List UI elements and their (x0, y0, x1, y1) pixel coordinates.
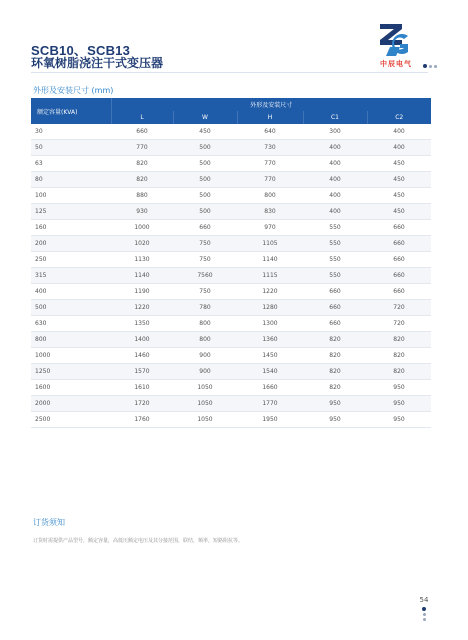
capacity-cell: 400 (31, 284, 111, 300)
dimension-cell: 7560 (173, 268, 237, 284)
dimension-cell: 550 (303, 236, 367, 252)
dimension-cell: 1540 (237, 364, 303, 380)
zc-logo-icon (378, 22, 412, 58)
dimension-cell: 500 (173, 172, 237, 188)
column-header-c2: C2 (367, 111, 431, 124)
dimension-cell: 880 (111, 188, 173, 204)
table-row (31, 348, 431, 364)
dimension-cell: 500 (173, 156, 237, 172)
order-notes-text: 订货时需提供产品型号，额定容量，高低压额定电压及其分接范围，联结，频率，短路阻抗等。 (33, 538, 244, 544)
capacity-cell: 800 (31, 332, 111, 348)
dimension-cell: 550 (303, 220, 367, 236)
column-header-c1: C1 (303, 111, 367, 124)
dimension-cell: 400 (367, 124, 431, 140)
dimension-cell: 970 (237, 220, 303, 236)
section-heading: 外形及安装尺寸 (mm) (33, 86, 114, 95)
dimension-cell: 1280 (237, 300, 303, 316)
table-row (31, 188, 431, 204)
dimension-cell: 1760 (111, 412, 173, 428)
dimension-cell: 730 (237, 140, 303, 156)
dimension-cell: 820 (303, 364, 367, 380)
dimension-cell: 820 (303, 332, 367, 348)
capacity-cell: 1600 (31, 380, 111, 396)
dimension-cell: 550 (303, 252, 367, 268)
dimension-cell: 1130 (111, 252, 173, 268)
capacity-cell: 50 (31, 140, 111, 156)
footer-decor-dots (422, 607, 426, 621)
table-row (31, 316, 431, 332)
capacity-cell: 250 (31, 252, 111, 268)
dimension-cell: 1460 (111, 348, 173, 364)
decor-dot (422, 607, 426, 611)
dimension-cell: 1000 (111, 220, 173, 236)
dimension-cell: 1140 (237, 252, 303, 268)
dimension-cell: 450 (367, 188, 431, 204)
dimension-cell: 800 (173, 332, 237, 348)
dimension-cell: 1300 (237, 316, 303, 332)
dimension-cell: 750 (173, 284, 237, 300)
dimension-cell: 820 (111, 172, 173, 188)
dimension-cell: 1400 (111, 332, 173, 348)
dimension-cell: 450 (367, 156, 431, 172)
capacity-cell: 2000 (31, 396, 111, 412)
dimension-cell: 660 (303, 300, 367, 316)
dimension-cell: 450 (367, 172, 431, 188)
capacity-cell: 500 (31, 300, 111, 316)
dimension-cell: 750 (173, 236, 237, 252)
header-dimensions-group: 外形及安装尺寸 (111, 98, 431, 111)
dimension-cell: 1570 (111, 364, 173, 380)
dimension-cell: 800 (237, 188, 303, 204)
dimensions-table (31, 98, 431, 428)
dimension-cell: 950 (367, 380, 431, 396)
capacity-cell: 160 (31, 220, 111, 236)
dimension-cell: 830 (237, 204, 303, 220)
dimension-cell: 1350 (111, 316, 173, 332)
dimension-cell: 400 (303, 188, 367, 204)
dimension-cell: 1950 (237, 412, 303, 428)
table-row (31, 332, 431, 348)
table-row (31, 252, 431, 268)
dimension-cell: 500 (173, 188, 237, 204)
dimension-cell: 550 (303, 268, 367, 284)
dimension-cell: 400 (303, 172, 367, 188)
header-decor-dots (423, 64, 437, 68)
dimension-cell: 1450 (237, 348, 303, 364)
dimension-cell: 900 (173, 348, 237, 364)
dimension-cell: 750 (173, 252, 237, 268)
dimension-cell: 1660 (237, 380, 303, 396)
decor-dot (423, 618, 426, 621)
dimension-cell: 660 (367, 268, 431, 284)
dimension-cell: 640 (237, 124, 303, 140)
dimension-cell: 1050 (173, 380, 237, 396)
dimension-cell: 400 (303, 140, 367, 156)
table-row (31, 300, 431, 316)
capacity-cell: 630 (31, 316, 111, 332)
page-title: SCB10、SCB13 (31, 43, 131, 58)
capacity-cell: 200 (31, 236, 111, 252)
dimension-cell: 950 (303, 396, 367, 412)
title-divider (31, 72, 428, 73)
dimension-cell: 720 (367, 316, 431, 332)
dimension-cell: 1220 (237, 284, 303, 300)
dimension-cell: 1220 (111, 300, 173, 316)
table-row (31, 156, 431, 172)
capacity-cell: 315 (31, 268, 111, 284)
dimension-cell: 660 (173, 220, 237, 236)
table-row (31, 220, 431, 236)
dimension-cell: 500 (173, 204, 237, 220)
table-row (31, 236, 431, 252)
column-header-l: L (111, 111, 173, 124)
dimension-cell: 660 (367, 252, 431, 268)
dimension-cell: 660 (111, 124, 173, 140)
capacity-cell: 1000 (31, 348, 111, 364)
dimension-cell: 400 (367, 140, 431, 156)
decor-dot (434, 65, 437, 68)
capacity-cell: 63 (31, 156, 111, 172)
dimension-cell: 820 (303, 348, 367, 364)
dimension-cell: 950 (367, 412, 431, 428)
dimension-cell: 800 (173, 316, 237, 332)
dimension-cell: 770 (111, 140, 173, 156)
table-row (31, 380, 431, 396)
dimension-cell: 660 (303, 284, 367, 300)
dimension-cell: 660 (367, 236, 431, 252)
table-row (31, 124, 431, 140)
column-header-w: W (173, 111, 237, 124)
dimension-cell: 780 (173, 300, 237, 316)
dimension-cell: 770 (237, 172, 303, 188)
table-row (31, 204, 431, 220)
capacity-cell: 2500 (31, 412, 111, 428)
dimension-cell: 1190 (111, 284, 173, 300)
table-row (31, 396, 431, 412)
dimension-cell: 660 (367, 284, 431, 300)
capacity-cell: 30 (31, 124, 111, 140)
table-row (31, 412, 431, 428)
table-row (31, 140, 431, 156)
dimension-cell: 1115 (237, 268, 303, 284)
dimension-cell: 820 (111, 156, 173, 172)
dimension-cell: 1050 (173, 396, 237, 412)
dimension-cell: 500 (173, 140, 237, 156)
dimension-cell: 1610 (111, 380, 173, 396)
dimension-cell: 950 (367, 396, 431, 412)
dimension-cell: 1140 (111, 268, 173, 284)
dimension-cell: 1105 (237, 236, 303, 252)
order-notes-heading: 订货须知 (33, 518, 65, 527)
dimension-cell: 720 (367, 300, 431, 316)
capacity-cell: 80 (31, 172, 111, 188)
dimension-cell: 450 (173, 124, 237, 140)
dimension-cell: 1050 (173, 412, 237, 428)
dimension-cell: 1020 (111, 236, 173, 252)
dimension-cell: 820 (367, 332, 431, 348)
table-row (31, 284, 431, 300)
page-number: 54 (419, 596, 429, 604)
dimension-cell: 1720 (111, 396, 173, 412)
header-rated-capacity: 额定容量(KVA) (31, 98, 111, 124)
dimension-cell: 660 (303, 316, 367, 332)
decor-dot (429, 65, 432, 68)
dimension-cell: 770 (237, 156, 303, 172)
dimension-cell: 1360 (237, 332, 303, 348)
dimension-cell: 660 (367, 220, 431, 236)
dimension-cell: 950 (303, 412, 367, 428)
table-row (31, 364, 431, 380)
dimension-cell: 820 (367, 364, 431, 380)
dimension-cell: 450 (367, 204, 431, 220)
capacity-cell: 100 (31, 188, 111, 204)
dimension-cell: 400 (303, 156, 367, 172)
decor-dot (423, 64, 427, 68)
company-logo (372, 22, 420, 72)
capacity-cell: 1250 (31, 364, 111, 380)
dimension-cell: 820 (303, 380, 367, 396)
table-row (31, 172, 431, 188)
dimension-cell: 900 (173, 364, 237, 380)
table-row (31, 268, 431, 284)
dimension-cell: 1770 (237, 396, 303, 412)
capacity-cell: 125 (31, 204, 111, 220)
dimension-cell: 400 (303, 204, 367, 220)
column-header-h: H (237, 111, 303, 124)
decor-dot (423, 613, 426, 616)
dimension-cell: 930 (111, 204, 173, 220)
dimension-cell: 300 (303, 124, 367, 140)
dimension-cell: 820 (367, 348, 431, 364)
page-subtitle: 环氧树脂浇注干式变压器 (31, 56, 164, 70)
logo-wordmark: 中辰电气 (380, 60, 412, 68)
